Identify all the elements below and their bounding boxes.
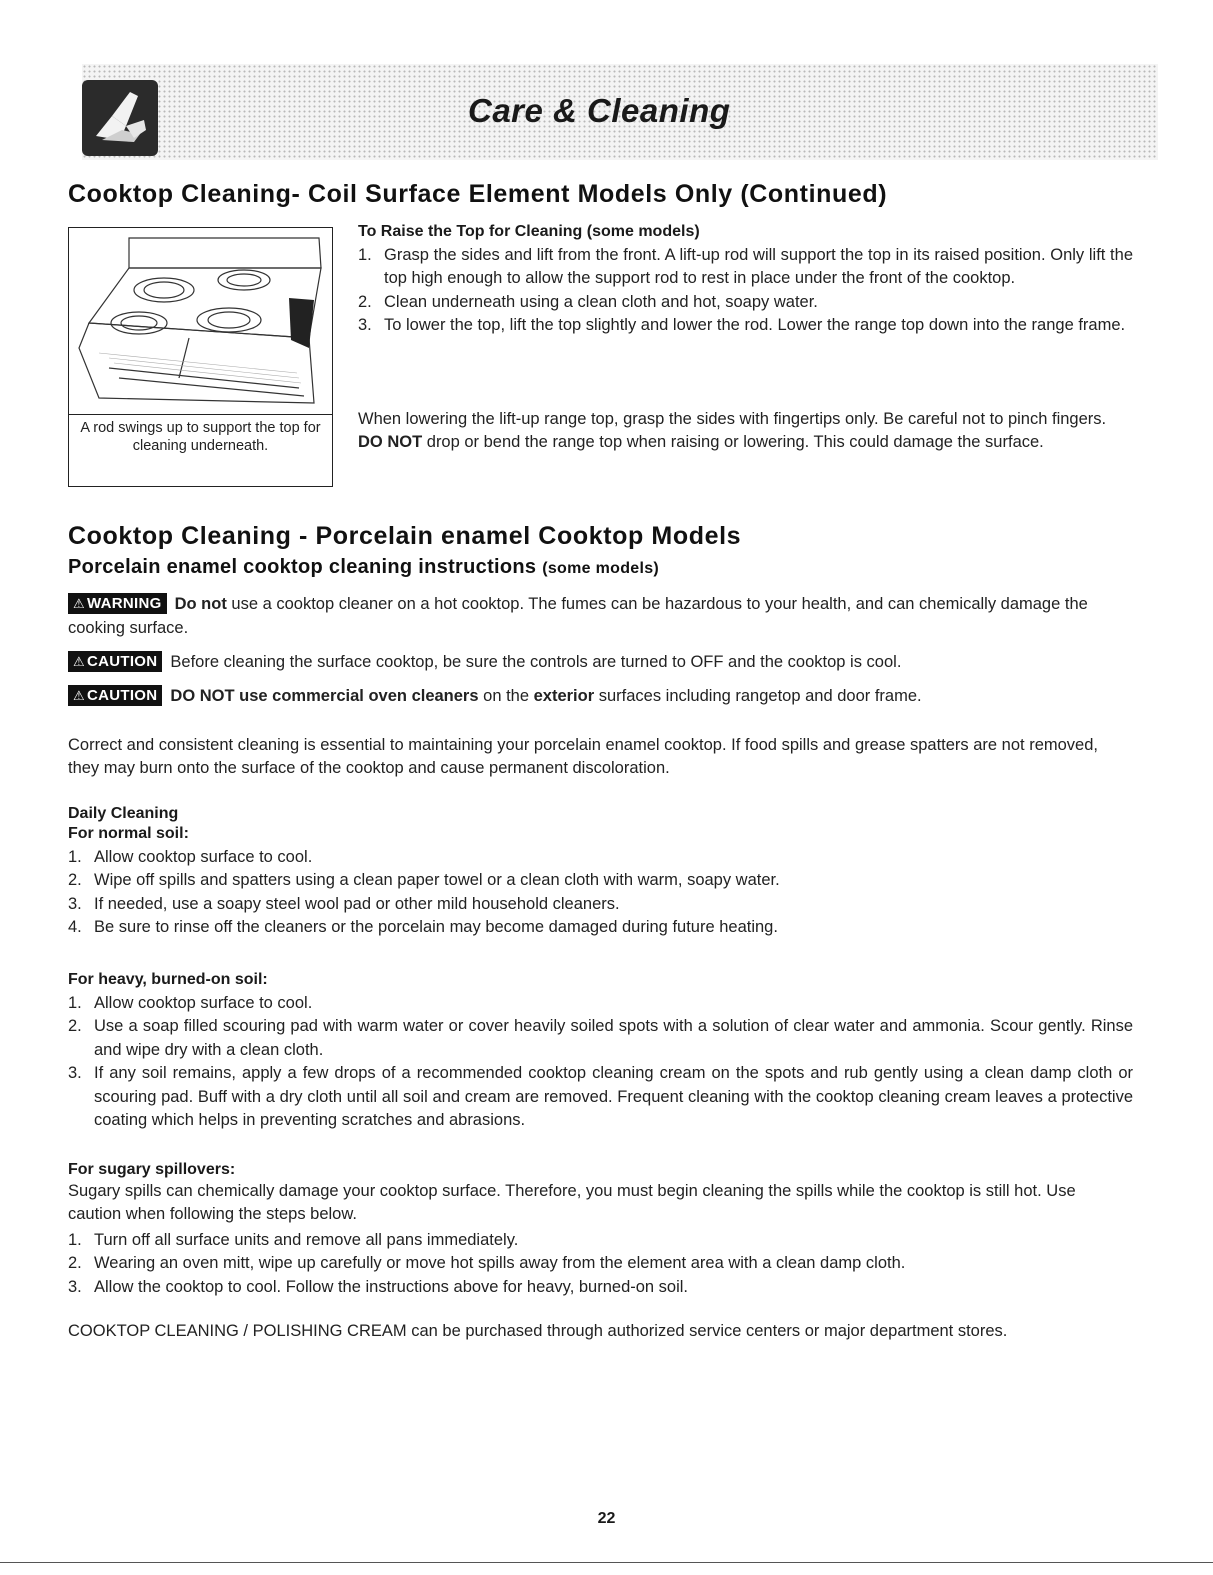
heavy-soil-steps	[68, 992, 1133, 1132]
warning-triangle-icon: ⚠	[73, 654, 85, 669]
sugary-spillover-block	[68, 1160, 1133, 1299]
raise-top-heading: To Raise the Top for Cleaning (some models)	[358, 223, 700, 240]
warning-triangle-icon: ⚠	[73, 596, 85, 611]
caution-badge: ⚠ CAUTION	[68, 651, 162, 672]
list-item: 2. Wipe off spills and spatters using a clean paper towel or a clean cloth with warm, soapy water.	[68, 871, 780, 890]
hand-cleaning-icon	[82, 80, 158, 156]
list-item: 1. Grasp the sides and lift from the front. A lift-up rod will support the top in its raised position. Only lift the top high enough to allow the support rod to rest in place under the front of the cooktop.	[358, 246, 1133, 288]
section-heading-coil: Cooktop Cleaning- Coil Surface Element Models Only (Continued)	[68, 180, 888, 208]
raise-steps-list	[358, 244, 1133, 338]
warning-note: ⚠ WARNING Do not use a cooktop cleaner on a hot cooktop. The fumes can be hazardous to your health, and can chemically damage the cooking surface.	[68, 595, 1088, 637]
porcelain-subheading: Porcelain enamel cooktop cleaning instructions (some models)	[68, 556, 660, 578]
list-item: 1. Allow cooktop surface to cool.	[68, 848, 313, 866]
warning-triangle-icon: ⚠	[73, 688, 85, 703]
heavy-soil-block	[68, 970, 1133, 1132]
list-item: 2. Use a soap filled scouring pad with warm water or cover heavily soiled spots with a solution of clear water and ammonia. Scour gently. Rinse and wipe dry with a clean cloth.	[68, 1017, 1133, 1059]
page-title: Care & Cleaning	[468, 92, 731, 129]
caution-note-1: ⚠ CAUTION Before cleaning the surface cooktop, be sure the controls are turned to OFF and the cooktop is cool.	[68, 650, 1133, 674]
warning-badge: ⚠ WARNING	[68, 593, 167, 614]
list-item: 3. If any soil remains, apply a few drops of a recommended cooktop cleaning cream on the spots and rub gently using a clean damp cloth or scouring pad. Buff with a dry cloth until all soil and cream are removed. Frequent cleaning with the cooktop cleaning cream leaves a protective coating which helps in preventing scratches and abrasions.	[68, 1064, 1133, 1130]
list-item: 1. Turn off all surface units and remove all pans immediately.	[68, 1230, 519, 1249]
bottom-divider	[0, 1562, 1213, 1563]
list-item: 3. If needed, use a soapy steel wool pad or other mild household cleaners.	[68, 894, 620, 913]
sugary-heading: For sugary spillovers:	[68, 1161, 236, 1178]
page-number: 22	[597, 1510, 616, 1527]
list-item: 3. To lower the top, lift the top slightly and lower the rod. Lower the range top down into the range frame.	[358, 316, 1126, 335]
section-heading-porcelain: Cooktop Cleaning - Porcelain enamel Cooktop Models	[68, 522, 742, 550]
raised-cooktop-illustration	[69, 228, 331, 414]
closing-note: COOKTOP CLEANING / POLISHING CREAM can be purchased through authorized service centers or major department stores.	[68, 1322, 1008, 1340]
caution-note-2: ⚠ CAUTION DO NOT use commercial oven cleaners on the exterior surfaces including rangetop and door frame.	[68, 684, 1133, 708]
list-item: 3. Allow the cooktop to cool. Follow the instructions above for heavy, burned-on soil.	[68, 1277, 689, 1296]
heavy-soil-heading: For heavy, burned-on soil:	[68, 971, 268, 988]
porcelain-intro: Correct and consistent cleaning is essential to maintaining your porcelain enamel cooktop. If food spills and grease spatters are not removed, they may burn onto the surface of the cooktop and cause permanent discoloration.	[68, 736, 1098, 778]
list-item: 2. Clean underneath using a clean cloth and hot, soapy water.	[358, 292, 818, 311]
normal-soil-heading: For normal soil:	[68, 825, 189, 842]
list-item: 1. Allow cooktop surface to cool.	[68, 994, 313, 1012]
cooktop-figure	[68, 227, 333, 487]
daily-cleaning-heading: Daily Cleaning	[68, 805, 179, 822]
list-item: 4. Be sure to rinse off the cleaners or the porcelain may become damaged during future heating.	[68, 918, 778, 937]
figure-caption: A rod swings up to support the top for cleaning underneath.	[69, 414, 332, 455]
sugary-intro: Sugary spills can chemically damage your cooktop surface. Therefore, you must begin cleaning the spills while the cooktop is still hot. Use caution when following the steps below.	[68, 1182, 1076, 1224]
normal-soil-steps	[68, 846, 1133, 940]
sugary-steps	[68, 1229, 1133, 1299]
daily-cleaning-block	[68, 804, 1133, 940]
lowering-note: When lowering the lift-up range top, grasp the sides with fingertips only. Be careful not to pinch fingers. DO NOT drop or bend the range top when raising or lowering. This could damage the surface.	[358, 410, 1107, 452]
list-item: 2. Wearing an oven mitt, wipe up carefully or move hot spills away from the element area with a clean damp cloth.	[68, 1254, 906, 1273]
raise-top-instructions	[358, 222, 1133, 338]
caution-badge: ⚠ CAUTION	[68, 685, 162, 706]
